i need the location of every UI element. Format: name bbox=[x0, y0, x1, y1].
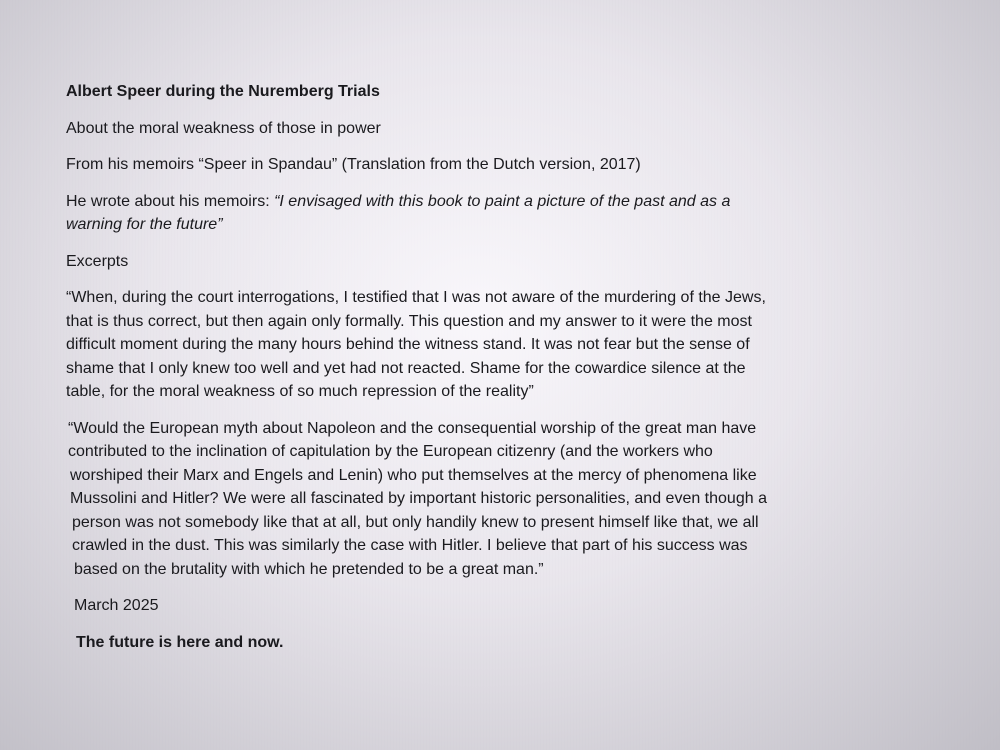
excerpts-heading: Excerpts bbox=[66, 252, 129, 270]
document-title: Albert Speer during the Nuremberg Trials bbox=[66, 83, 380, 100]
quote-1-line: that is thus correct, but then again only formally. This question and my answer to it were the most bbox=[66, 312, 752, 330]
quote-1-line: table, for the moral weakness of so much repression of the reality” bbox=[66, 383, 534, 400]
memoir-quote-part-1: “I envisaged with this book to paint a picture of the past and as a bbox=[274, 192, 731, 210]
quote-2-line: “Would the European myth about Napoleon and the consequential worship of the great man have bbox=[68, 419, 757, 437]
date-line: March 2025 bbox=[74, 597, 159, 614]
quote-1-line: “When, during the court interrogations, I testified that I was not aware of the murdering of the Jews, bbox=[66, 289, 766, 306]
closing-line: The future is here and now. bbox=[76, 633, 284, 651]
quote-2-line: person was not somebody like that at all, but only handily knew to present himself like that, we all bbox=[72, 513, 759, 531]
memoir-statement-line-1 bbox=[66, 190, 846, 214]
quote-2-line: based on the brutality with which he pretended to be a great man.” bbox=[74, 560, 544, 578]
quote-2-line: Mussolini and Hitler? We were all fascinated by important historic personalities, and even though a bbox=[70, 490, 767, 507]
document-subtitle: About the moral weakness of those in power bbox=[66, 119, 381, 137]
quote-1 bbox=[66, 286, 846, 404]
quote-2-line: contributed to the inclination of capitulation by the European citizenry (and the workers who bbox=[68, 443, 713, 460]
quote-1-line: shame that I only knew too well and yet had not reacted. Shame for the cowardice silence at the bbox=[66, 359, 746, 377]
source-line: From his memoirs “Speer in Spandau” (Translation from the Dutch version, 2017) bbox=[66, 156, 641, 173]
memoir-statement bbox=[66, 190, 846, 237]
document-body bbox=[66, 80, 846, 667]
quote-2-line: crawled in the dust. This was similarly the case with Hitler. I believe that part of his success was bbox=[72, 537, 748, 554]
memoir-intro: He wrote about his memoirs: bbox=[66, 192, 275, 210]
quote-2-line: worshiped their Marx and Engels and Lenin) who put themselves at the mercy of phenomena like bbox=[70, 466, 757, 484]
quote-2 bbox=[66, 417, 846, 582]
quote-1-line: difficult moment during the many hours behind the witness stand. It was not fear but the sense of bbox=[66, 336, 750, 353]
memoir-quote-part-2: warning for the future” bbox=[66, 216, 223, 233]
